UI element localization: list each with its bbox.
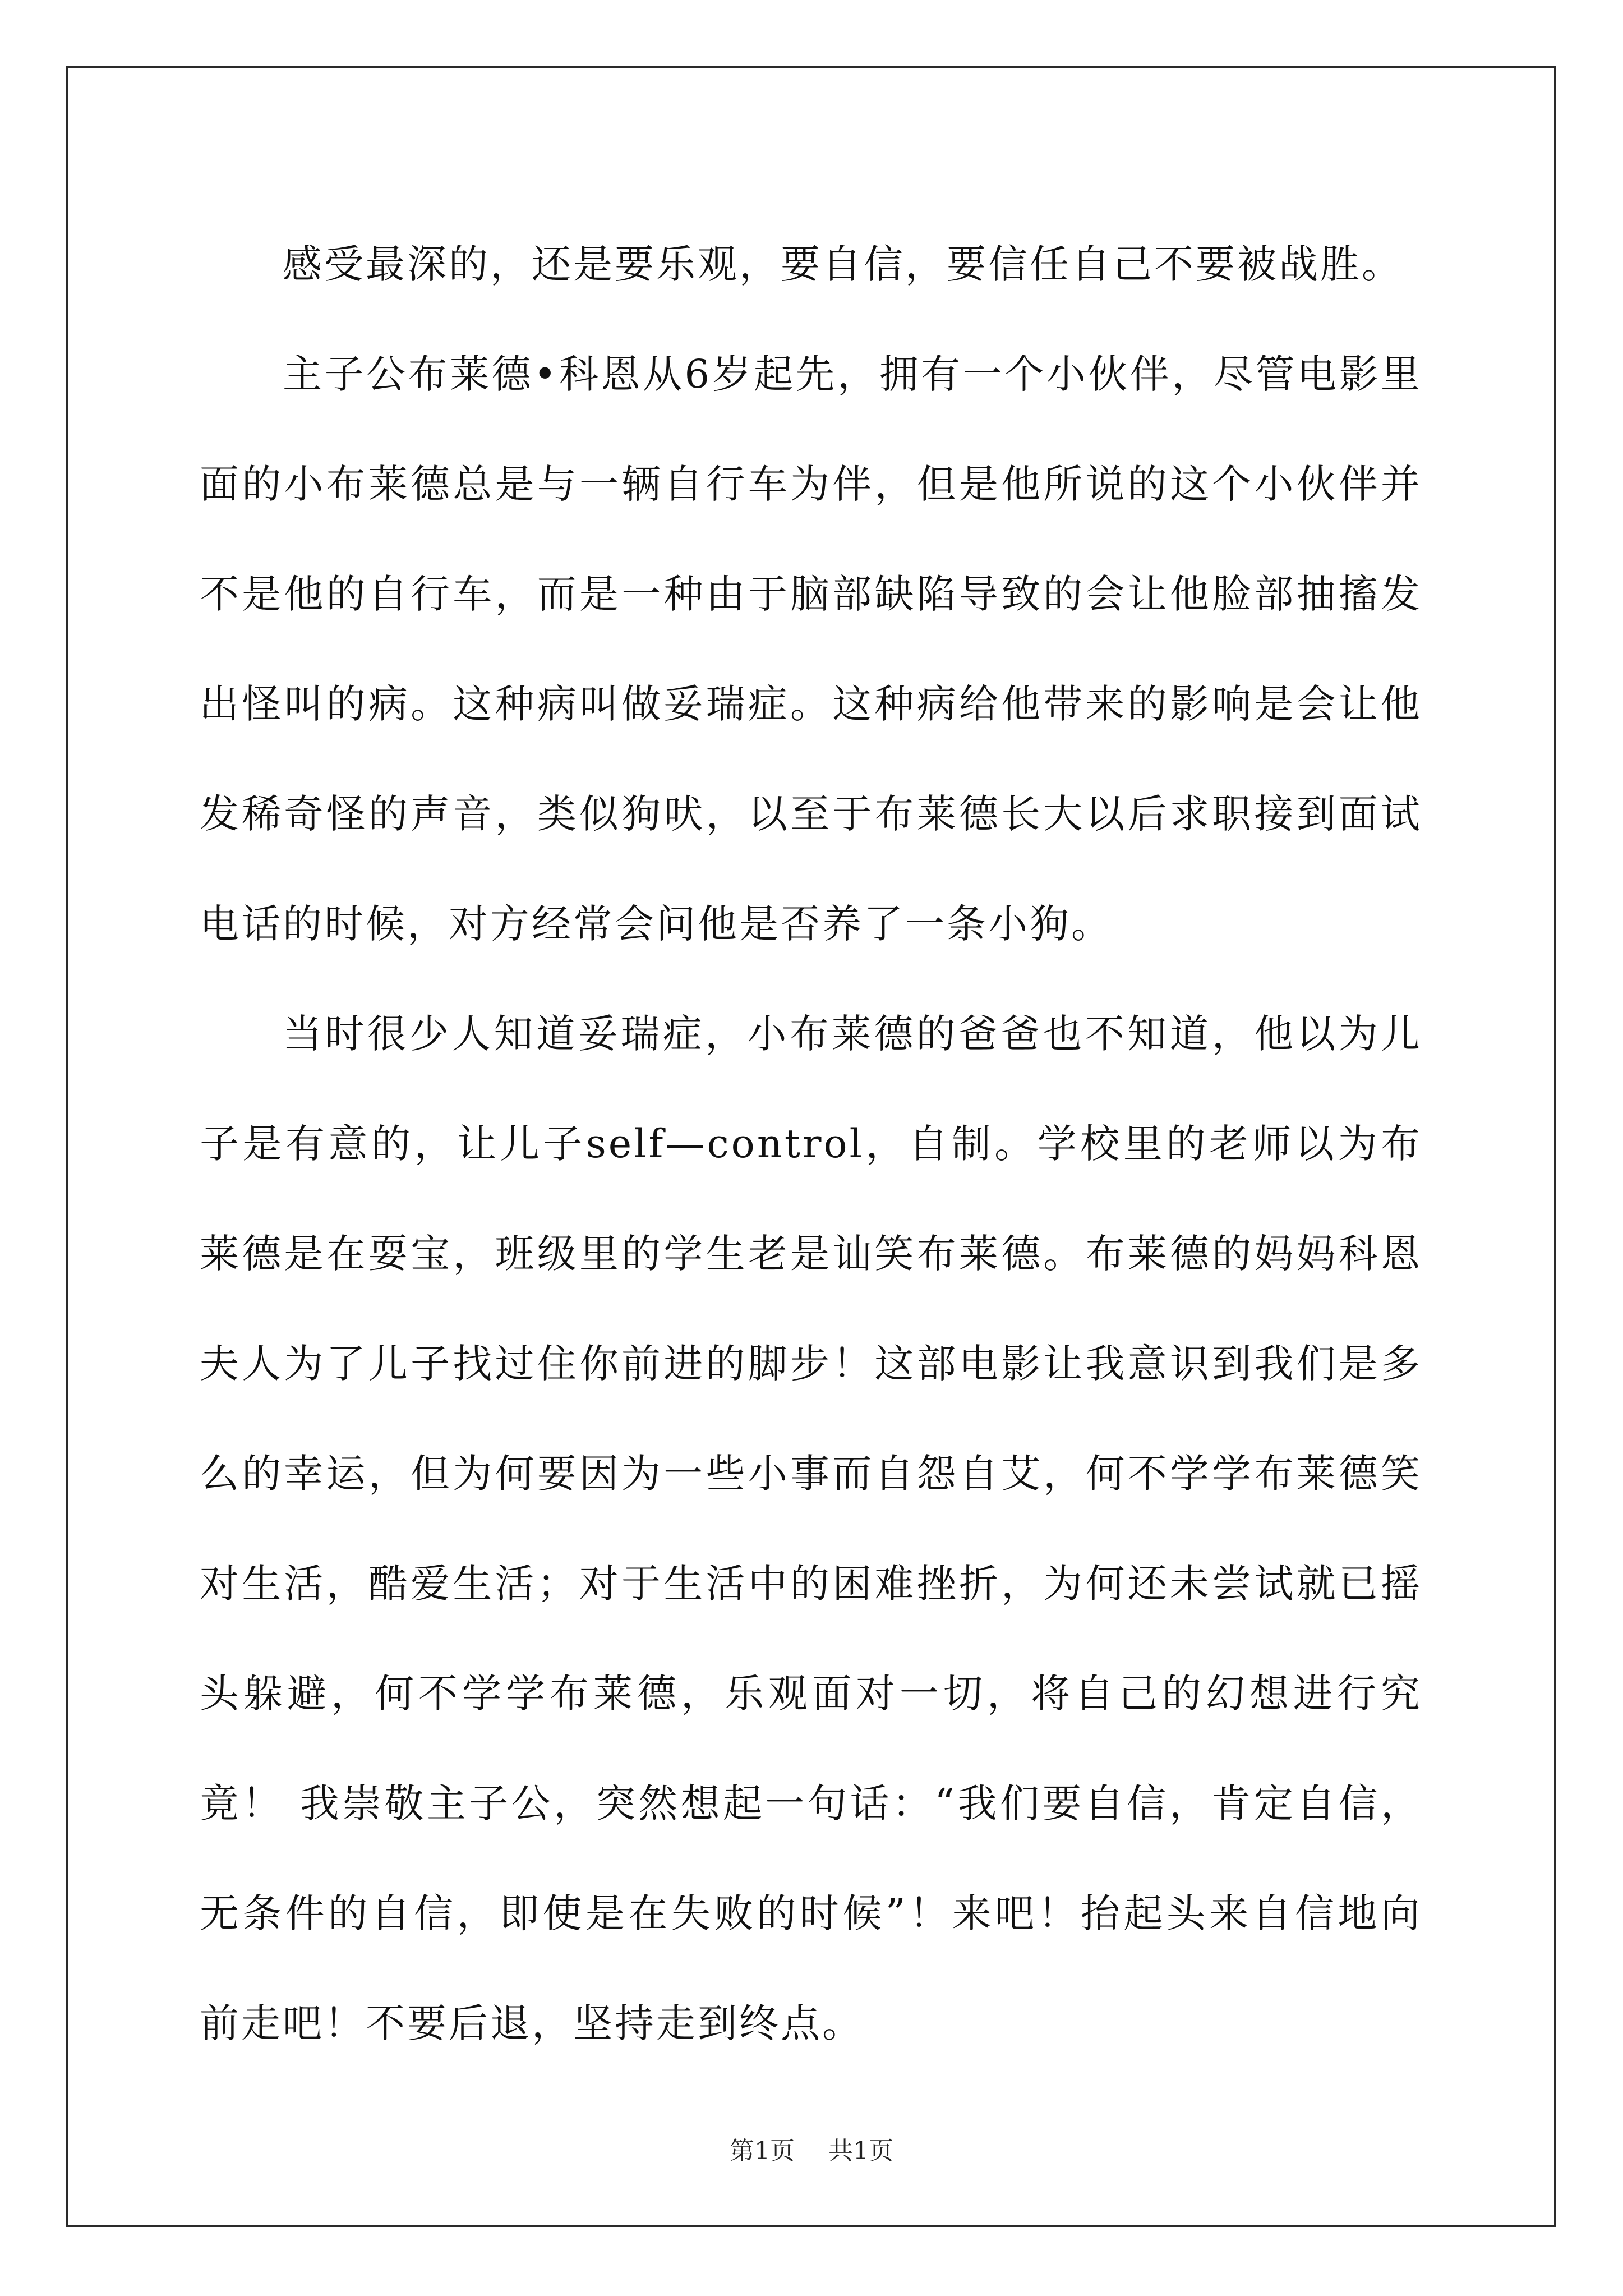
page-number: 第1页 bbox=[730, 2137, 795, 2165]
paragraph-3: 当时很少人知道妥瑞症，小布莱德的爸爸也不知道，他以为儿子是有意的，让儿子self—control，自制。学校里的老师以为布莱德是在耍宝，班级里的学生老是讪笑布莱德。布莱德的妈妈科恩夫人为了儿子找过住你前进的脚步！这部电影让我意识到我们是多么的幸运，但为何要因为一些小事而自怨自艾，何不学学布莱德笑对生活，酷爱生活；对于生活中的困难挫折，为何还未尝试就已摇头躲避，何不学学布莱德，乐观面对一切，将自己的幻想进行究竟！ 我崇敬主子公，突然想起一句话：“我们要自信，肯定自信，无条件的自信，即使是在失败的时候”！来吧！抬起头来自信地向前走吧！不要后退，坚持走到终点。 bbox=[200, 1011, 1422, 2046]
page-total: 共1页 bbox=[828, 2137, 893, 2165]
paragraph-1: 感受最深的，还是要乐观，要自信，要信任自己不要被战胜。 bbox=[283, 241, 1403, 287]
document-body bbox=[200, 209, 1422, 2078]
page-footer bbox=[0, 2134, 1623, 2168]
paragraph-2: 主子公布莱德•科恩从6岁起先，拥有一个小伙伴，尽管电影里面的小布莱德总是与一辆自行车为伴，但是他所说的这个小伙伴并不是他的自行车，而是一种由于脑部缺陷导致的会让他脸部抽搐发出怪叫的病。这种病叫做妥瑞症。这种病给他带来的影响是会让他发稀奇怪的声音，类似狗吠，以至于布莱德长大以后求职接到面试电话的时候，对方经常会问他是否养了一条小狗。 bbox=[200, 351, 1422, 947]
